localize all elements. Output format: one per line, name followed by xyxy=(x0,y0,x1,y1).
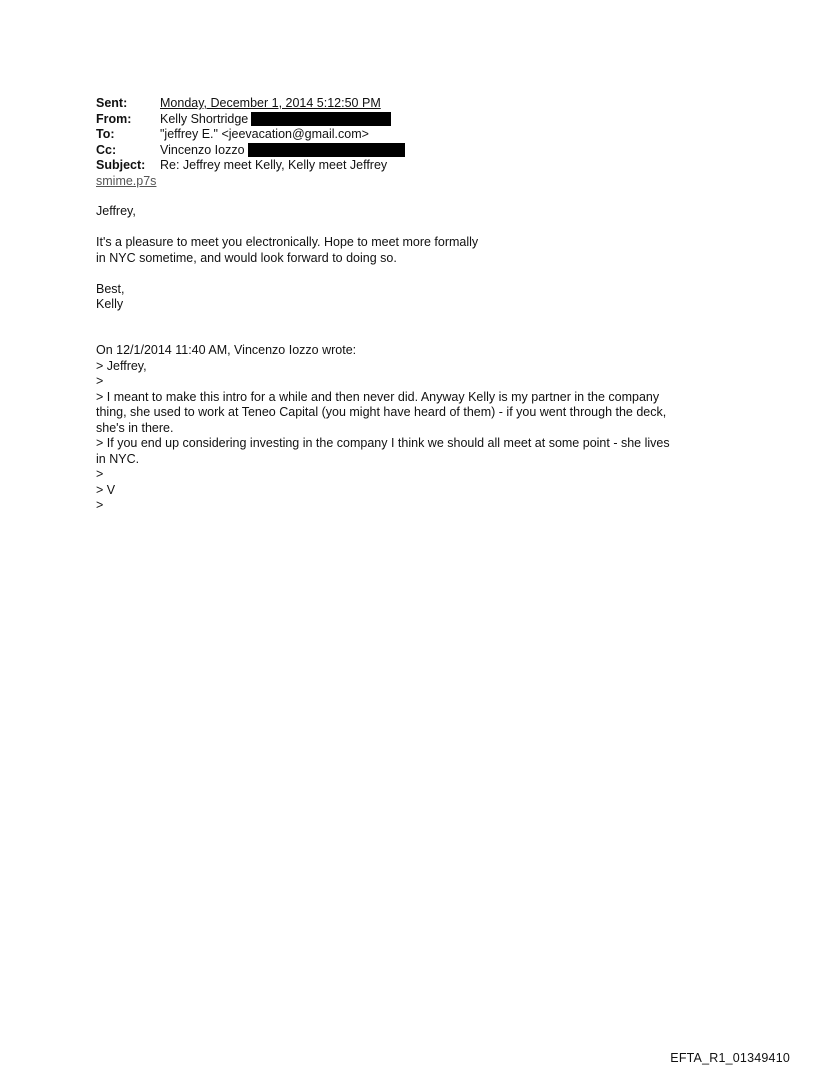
quoted-line: > xyxy=(96,374,104,388)
subject-value: Re: Jeffrey meet Kelly, Kelly meet Jeffrey xyxy=(160,158,388,172)
blank-line xyxy=(96,220,726,236)
quoted-line: > I meant to make this intro for a while and then never did. Anyway Kelly is my partner in the company xyxy=(96,389,660,404)
greeting: Jeffrey, xyxy=(96,204,136,218)
quoted-line: she's in there. xyxy=(96,420,174,435)
subject-label: Subject: xyxy=(96,158,146,172)
quoted-line: > Jeffrey, xyxy=(96,358,147,373)
sent-value: Monday, December 1, 2014 5:12:50 PM xyxy=(160,96,381,110)
quoted-message xyxy=(96,343,726,514)
cc-label: Cc: xyxy=(96,142,117,157)
blank-line xyxy=(96,266,726,282)
quoted-line: thing, she used to work at Teneo Capital (you might have heard of them) - if you went through the deck, xyxy=(96,405,667,419)
sent-row xyxy=(96,96,405,112)
sent-label: Sent: xyxy=(96,96,128,110)
quoted-intro: On 12/1/2014 11:40 AM, Vincenzo Iozzo wrote: xyxy=(96,343,357,357)
quoted-line: > xyxy=(96,467,104,481)
paragraph-line-1: It's a pleasure to meet you electronically. Hope to meet more formally xyxy=(96,235,479,249)
cc-value: Vincenzo Iozzo xyxy=(160,142,245,157)
to-row xyxy=(96,127,405,143)
document-id: EFTA_R1_01349410 xyxy=(670,1051,790,1065)
cc-email-redaction xyxy=(248,143,405,157)
from-row xyxy=(96,112,405,128)
attachment-link[interactable]: smime.p7s xyxy=(96,174,157,188)
quoted-line: > xyxy=(96,498,104,512)
quoted-line: > If you end up considering investing in the company I think we should all meet at some point - she lives xyxy=(96,436,670,450)
to-value: "jeffrey E." <jeevacation@gmail.com> xyxy=(160,127,369,141)
from-email-redaction xyxy=(251,112,391,126)
to-label: To: xyxy=(96,127,115,141)
signature: Kelly xyxy=(96,297,124,311)
email-header xyxy=(96,96,405,189)
closing: Best, xyxy=(96,281,125,296)
quoted-line: > V xyxy=(96,482,116,497)
quoted-line: in NYC. xyxy=(96,451,140,466)
paragraph-line-2: in NYC sometime, and would look forward to doing so. xyxy=(96,250,397,265)
subject-row xyxy=(96,158,405,174)
cc-row xyxy=(96,143,405,159)
from-value: Kelly Shortridge xyxy=(160,111,249,126)
message-body xyxy=(96,204,726,313)
from-label: From: xyxy=(96,111,132,126)
